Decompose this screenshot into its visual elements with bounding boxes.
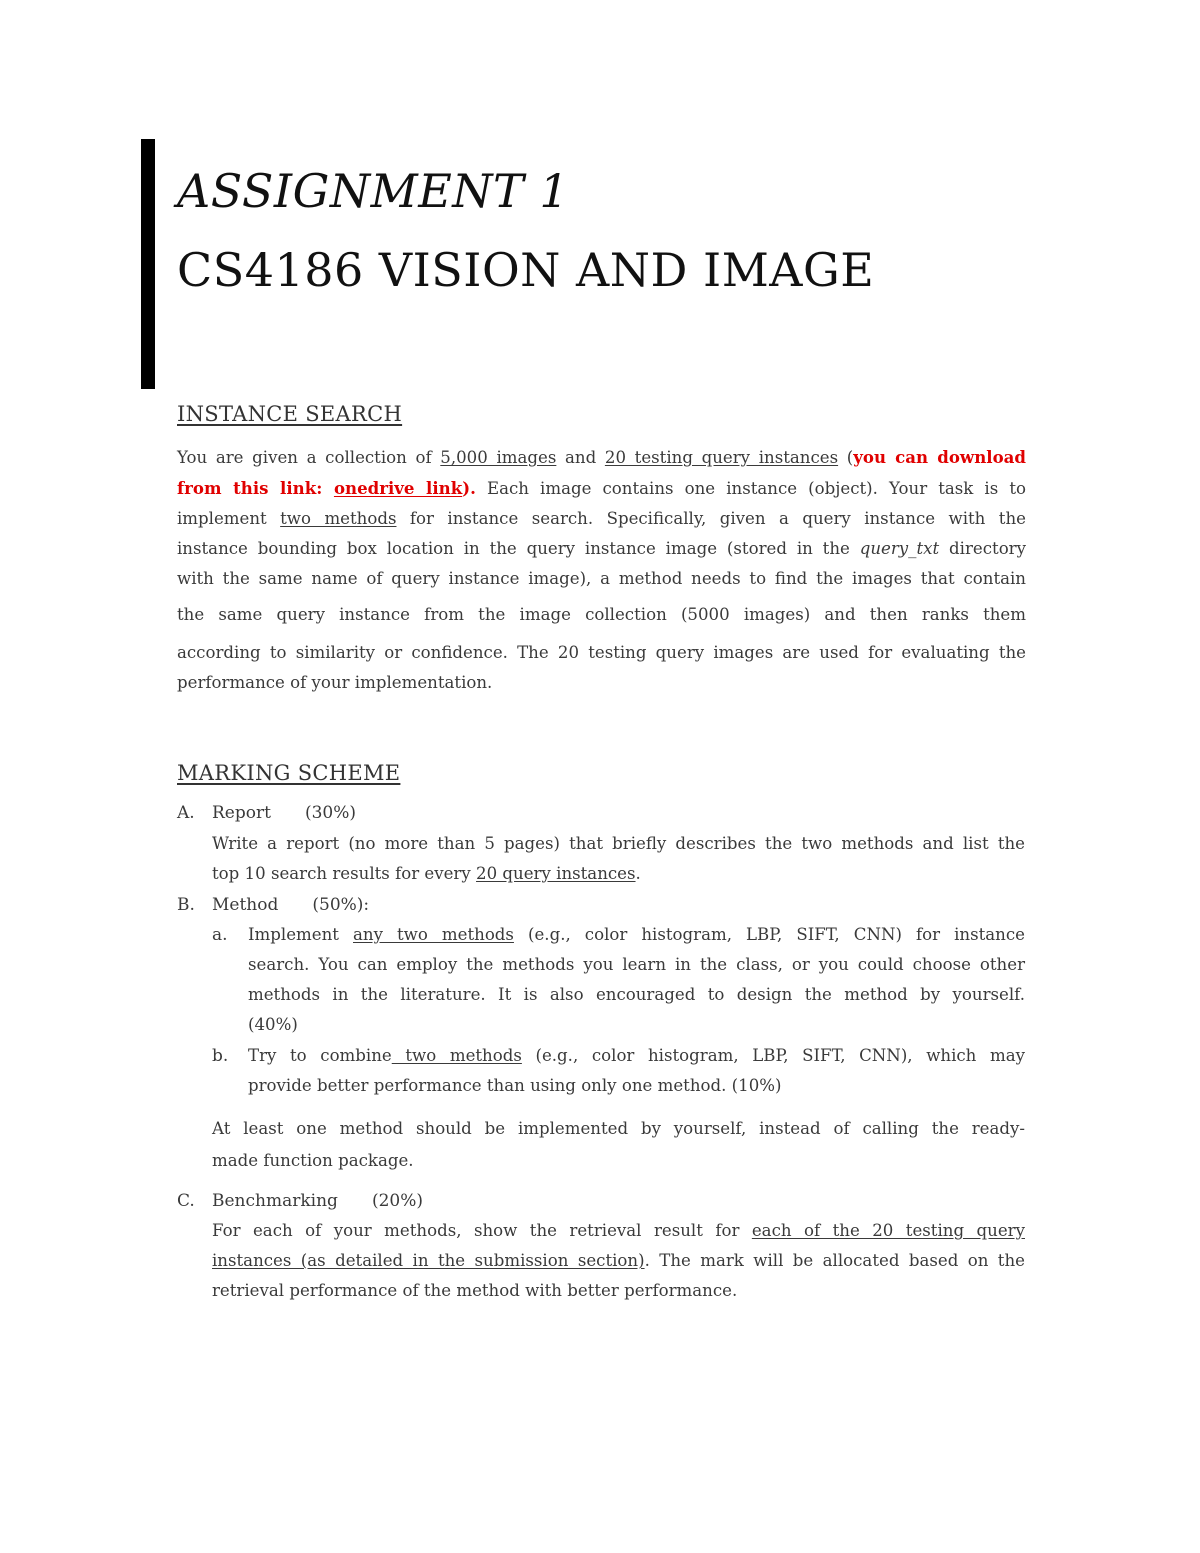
item-a-heading: Report (30%) (212, 803, 356, 823)
document-subtitle: CS4186 VISION AND IMAGE (177, 243, 875, 297)
item-b-heading: Method (50%): (212, 895, 370, 915)
paragraph-line: (40%) (248, 1015, 298, 1034)
item-c-body (212, 1216, 1025, 1306)
method-note (212, 1113, 1025, 1177)
paragraph-line: At least one method should be implemented by yourself, instead of calling the ready- (212, 1119, 1025, 1138)
instance-search-heading: INSTANCE SEARCH (177, 402, 403, 426)
instance-search-paragraph (177, 442, 1026, 698)
paragraph-line: Try to combine two methods (e.g., color histogram, LBP, SIFT, CNN), which may (248, 1046, 1025, 1065)
paragraph-line: For each of your methods, show the retrieval result for each of the 20 testing query (212, 1221, 1025, 1240)
marking-scheme-heading: MARKING SCHEME (177, 761, 401, 785)
item-a-marker: A. (177, 803, 195, 823)
item-b-marker: B. (177, 895, 195, 915)
paragraph-line: methods in the literature. It is also encouraged to design the method by yourself. (248, 985, 1025, 1004)
item-b-a-marker: a. (212, 925, 228, 945)
document-title: ASSIGNMENT 1 (177, 164, 570, 218)
item-b-b-body (248, 1041, 1025, 1101)
item-c-marker: C. (177, 1191, 195, 1211)
paragraph-line: retrieval performance of the method with better performance. (212, 1281, 738, 1300)
item-a-body (212, 829, 1025, 889)
title-accent-bar (141, 139, 155, 389)
paragraph-line: You are given a collection of 5,000 images and 20 testing query instances (you can download (177, 447, 1026, 467)
onedrive-link[interactable]: onedrive link (333, 478, 463, 498)
paragraph-line: search. You can employ the methods you learn in the class, or you could choose other (248, 955, 1025, 974)
paragraph-line: made function package. (212, 1151, 414, 1170)
paragraph-line: with the same name of query instance image), a method needs to find the images that contain (177, 569, 1026, 588)
paragraph-line: instances (as detailed in the submission section). The mark will be allocated based on the (212, 1251, 1025, 1270)
paragraph-line: Write a report (no more than 5 pages) that briefly describes the two methods and list the (212, 834, 1025, 853)
item-b-b-marker: b. (212, 1046, 229, 1066)
paragraph-line: top 10 search results for every 20 query instances. (212, 864, 641, 883)
paragraph-line: implement two methods for instance search. Specifically, given a query instance with the (177, 509, 1026, 528)
paragraph-line: performance of your implementation. (177, 673, 493, 692)
item-c-heading: Benchmarking (20%) (212, 1191, 423, 1211)
paragraph-line: instance bounding box location in the query instance image (stored in the query_txt directory (177, 539, 1026, 558)
paragraph-line: the same query instance from the image collection (5000 images) and then ranks them (177, 605, 1026, 624)
paragraph-line: from this link: onedrive link). Each image contains one instance (object). Your task is to (177, 478, 1026, 498)
paragraph-line: according to similarity or confidence. The 20 testing query images are used for evaluating the (177, 643, 1026, 662)
paragraph-line: Implement any two methods (e.g., color histogram, LBP, SIFT, CNN) for instance (248, 925, 1025, 944)
item-b-a-body (248, 920, 1025, 1040)
paragraph-line: provide better performance than using only one method. (10%) (248, 1076, 782, 1095)
